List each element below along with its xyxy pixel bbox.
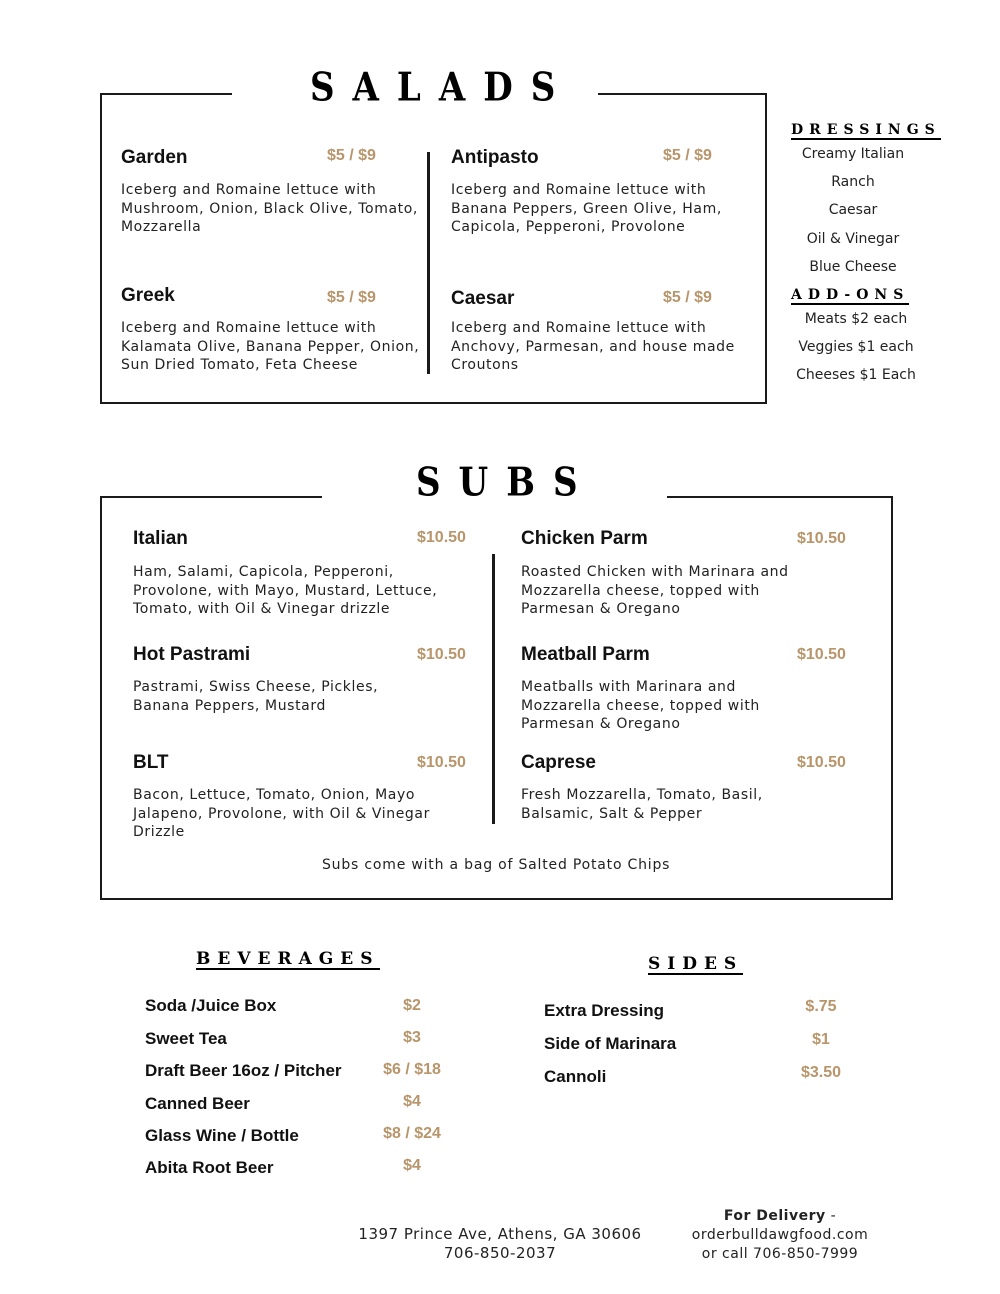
dressing-item: Blue Cheese [809,259,897,275]
footer-delivery-line [670,1207,890,1226]
beverage-name: Abita Root Beer [145,1158,274,1177]
addon-item: Meats $2 each [804,311,908,327]
sub-price-chicken-parm: $10.50 [797,530,846,547]
salad-name-greek: Greek [121,285,175,306]
dressing-item: Ranch [831,174,875,190]
beverage-name: Soda /Juice Box [145,996,277,1015]
sub-name-chicken-parm: Chicken Parm [521,528,648,549]
sub-name-hot-pastrami: Hot Pastrami [133,644,251,665]
sub-desc-italian: Ham, Salami, Capicola, Pepperoni, Provolone, with Mayo, Mustard, Lettuce, Tomato, with Oil & Vinegar drizzle [133,564,438,617]
beverage-price: $3 [403,1029,421,1046]
footer-phone: 706-850-2037 [443,1244,557,1262]
salads-title: SALADS [310,65,574,111]
salad-desc-greek: Iceberg and Romaine lettuce with Kalamata Olive, Banana Pepper, Onion, Sun Dried Tomato, Feta Cheese [121,320,420,373]
dressing-item: Caesar [828,202,878,218]
salad-price-greek: $5 / $9 [327,289,376,306]
sub-desc-meatball-parm: Meatballs with Marinara and Mozzarella cheese, topped with Parmesan & Oregano [521,679,760,732]
beverage-name: Draft Beer 16oz / Pitcher [145,1061,342,1080]
salad-price-antipasto: $5 / $9 [663,147,712,164]
sub-desc-chicken-parm: Roasted Chicken with Marinara and Mozzarella cheese, topped with Parmesan & Oregano [521,564,789,617]
sub-price-caprese: $10.50 [797,754,846,771]
footer-address: 1397 Prince Ave, Athens, GA 30606 [358,1225,642,1243]
sub-price-meatball-parm: $10.50 [797,646,846,663]
salad-price-caesar: $5 / $9 [663,289,712,306]
dressings-heading: DRESSINGS [791,122,941,138]
sub-name-meatball-parm: Meatball Parm [521,644,650,665]
salad-desc-antipasto: Iceberg and Romaine lettuce with Banana Peppers, Green Olive, Ham, Capicola, Pepperoni, Provolone [451,182,722,235]
footer-delivery-block [670,1207,890,1264]
sub-name-caprese: Caprese [521,752,596,773]
sub-desc-blt: Bacon, Lettuce, Tomato, Onion, Mayo Jalapeno, Provolone, with Oil & Vinegar Drizzle [133,787,430,840]
delivery-site[interactable]: orderbulldawgfood.com [691,1227,869,1243]
beverage-price: $2 [403,997,421,1014]
salads-divider [427,152,430,374]
delivery-call: or call 706-850-7999 [701,1246,859,1262]
subs-divider [492,554,495,824]
salad-desc-caesar: Iceberg and Romaine lettuce with Anchovy, Parmesan, and house made Croutons [451,320,735,373]
salad-price-garden: $5 / $9 [327,147,376,164]
beverages-heading: BEVERAGES [196,949,380,969]
sub-name-italian: Italian [133,528,188,549]
side-price: $3.50 [800,1064,842,1081]
addon-item: Veggies $1 each [798,339,914,355]
beverage-price: $4 [403,1093,421,1110]
addon-item: Cheeses $1 Each [796,367,916,383]
salad-name-garden: Garden [121,147,188,168]
sub-price-hot-pastrami: $10.50 [417,646,466,663]
salad-name-caesar: Caesar [451,288,515,309]
side-price: $1 [812,1031,830,1048]
salad-name-antipasto: Antipasto [451,147,539,168]
beverage-name: Canned Beer [145,1094,250,1113]
sub-price-italian: $10.50 [417,529,466,546]
side-name: Side of Marinara [544,1034,677,1053]
beverage-name: Glass Wine / Bottle [145,1126,299,1145]
salad-desc-garden: Iceberg and Romaine lettuce with Mushroom, Onion, Black Olive, Tomato, Mozzarella [121,182,418,235]
side-name: Cannoli [544,1067,607,1086]
beverage-price: $8 / $24 [383,1125,441,1142]
footer-address-block [340,1225,660,1263]
delivery-sep: - [825,1208,837,1224]
addons-heading: ADD-ONS [791,287,910,303]
beverage-name: Sweet Tea [145,1029,227,1048]
sides-heading: SIDES [648,954,744,974]
sub-desc-caprese: Fresh Mozzarella, Tomato, Basil, Balsamic, Salt & Pepper [521,787,763,822]
dressing-item: Oil & Vinegar [806,231,900,247]
subs-title: SUBS [416,460,596,506]
beverage-price: $6 / $18 [383,1061,441,1078]
beverage-price: $4 [403,1157,421,1174]
side-price: $.75 [805,998,837,1015]
sub-desc-hot-pastrami: Pastrami, Swiss Cheese, Pickles, Banana Peppers, Mustard [133,679,379,714]
subs-chips-note: Subs come with a bag of Salted Potato Chips [322,857,671,873]
delivery-label: For Delivery [723,1208,826,1224]
dressing-item: Creamy Italian [801,146,905,162]
sub-price-blt: $10.50 [417,754,466,771]
side-name: Extra Dressing [544,1001,664,1020]
sub-name-blt: BLT [133,752,169,773]
